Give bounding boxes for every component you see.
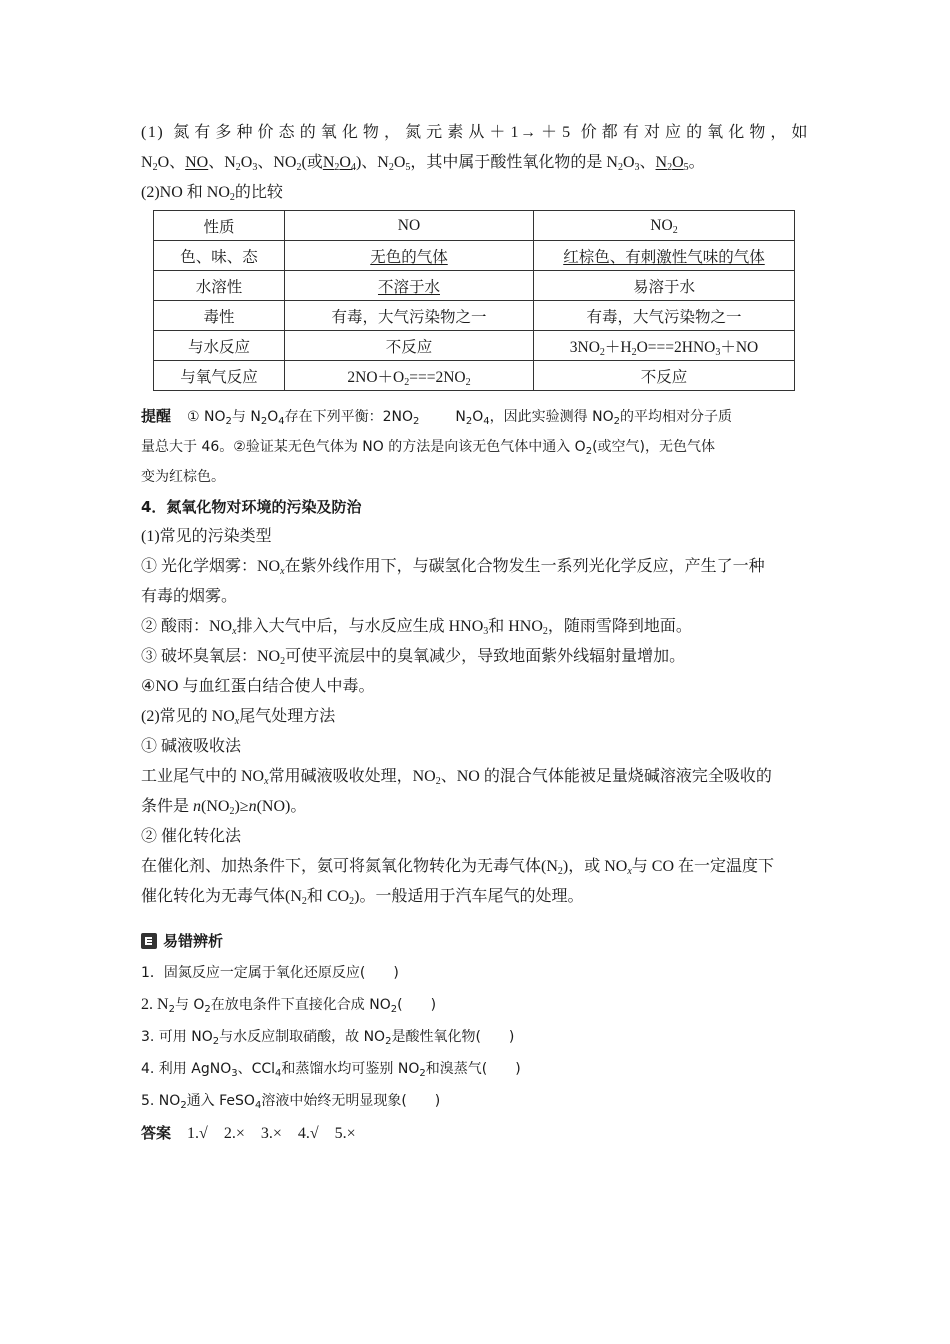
quiz-item: 3. 可用 $NO_2$与水反应制取硝酸，故 $NO_2$是酸性氧化物( ): [141, 1029, 515, 1047]
table-cell: 色、味、态: [154, 241, 285, 271]
method-1-condition: 条件是 $n(NO_2)\ge n(NO)$。: [141, 798, 307, 817]
answer-n2o4: $N_2O_4$: [322, 154, 356, 173]
answer-n2o5: $N_2O_5$: [655, 154, 689, 173]
list-item: ④NO 与血红蛋白结合使人中毒。: [141, 678, 375, 695]
paragraph-1-line-1: (1) 氮有多种价态的氧化物，氮元素从＋1→＋5 价都有对应的氧化物，如: [141, 124, 809, 141]
table-row: [154, 331, 795, 361]
table-cell: $3NO_2+H_2O===2HNO_3+NO$: [534, 331, 795, 361]
table-cell: 有毒，大气污染物之一: [285, 301, 534, 331]
table-row: [154, 241, 795, 271]
answer-label: 答案: [141, 1124, 172, 1142]
quiz-item: 1．固氮反应一定属于氧化还原反应( ): [141, 965, 399, 981]
tip-block: 提醒 ① $NO_2$与 $N_2O_4$存在下列平衡：$2NO_2$ $N_2O_4$，因此实验测得 $NO_2$的平均相对分子质 量总大于 46。②验证某无色气体为 NO 的方法是向该无色气体中通入 $O_2$(或空气)，无色气体 变为红棕色。: [141, 407, 732, 485]
answer-text: 1.√ 2.× 3.× 4.√ 5.×: [187, 1125, 356, 1142]
section-4-title: 4．氮氧化物对环境的污染及防治: [141, 498, 362, 516]
list-item: ② 酸雨：$NO_x$排入大气中后，与水反应生成 $HNO_3$和 $HNO_2$，随雨雪降到地面。: [141, 618, 692, 637]
quiz-item: 2. $N_2$与 $O_2$在放电条件下直接化合成 $NO_2$( ): [141, 996, 437, 1015]
table-row: [154, 211, 795, 241]
table-cell: 水溶性: [154, 271, 285, 301]
list-item: ① 光化学烟雾：$NO_x$在紫外线作用下，与碳氢化合物发生一系列光化学反应，产生了一种: [141, 558, 765, 577]
table-cell: 不溶于水: [285, 271, 534, 301]
table-cell: 与氧气反应: [154, 361, 285, 391]
answer-line: [141, 1118, 809, 1149]
method-1-title: ① 碱液吸收法: [141, 738, 242, 755]
table-header-no: NO: [285, 211, 534, 241]
table-cell: 无色的气体: [285, 241, 534, 271]
table-cell: 红棕色、有刺激性气味的气体: [534, 241, 795, 271]
list-item: ③ 破坏臭氧层：$NO_2$可使平流层中的臭氧减少，导致地面紫外线辐射量增加。: [141, 648, 686, 667]
paragraph-1-line-2: $N_2O$、NO、$N_2O_3$、$NO_2$(或$N_2O_4$)、$N_2O_5$，其中属于酸性氧化物的是 $N_2O_3$、$N_2O_5$。: [141, 154, 705, 173]
method-2-title: ② 催化转化法: [141, 828, 242, 845]
section-badge-icon: [141, 933, 157, 949]
list-item-cont: 有毒的烟雾。: [141, 588, 238, 605]
quiz-item: 5. $NO_2$通入 FeSO$_4$溶液中始终无明显现象( ): [141, 1093, 441, 1111]
section-4-sub-1: (1)常见的污染类型: [141, 528, 272, 545]
table-cell: $2NO+O_2===2NO_2$: [285, 361, 534, 391]
table-row: [154, 301, 795, 331]
table-row: [154, 271, 795, 301]
table-cell: 与水反应: [154, 331, 285, 361]
table-cell: 易溶于水: [534, 271, 795, 301]
table-header-property: 性质: [154, 211, 285, 241]
table-header-no2: $NO_2$: [534, 211, 795, 241]
table-cell: 不反应: [534, 361, 795, 391]
table-cell: 有毒，大气污染物之一: [534, 301, 795, 331]
table-cell: 不反应: [285, 331, 534, 361]
table-cell: 毒性: [154, 301, 285, 331]
method-1-text: 工业尾气中的 $NO_x$常用碱液吸收处理，$NO_2$、NO 的混合气体能被足量烧碱溶液完全吸收的: [141, 768, 772, 787]
page-content: [141, 118, 809, 1149]
tip-label: 提醒: [141, 407, 172, 425]
method-2-text: 在催化剂、加热条件下，氨可将氮氧化物转化为无毒气体$(N_2)$，或 $NO_x$与 CO 在一定温度下: [141, 858, 775, 877]
section-4-sub-2: (2)常见的 $NO_x$尾气处理方法: [141, 708, 336, 727]
comparison-table: [153, 210, 795, 391]
method-2-text-cont: 催化转化为无毒气体($N_2$和 $CO_2$)。一般适用于汽车尾气的处理。: [141, 888, 584, 907]
paragraph-2-heading: (2)NO 和 $NO_2$的比较: [141, 184, 283, 203]
table-row: [154, 361, 795, 391]
answer-no: NO: [185, 154, 209, 171]
quiz-item: 4. 利用 AgNO$_3$、CCl$_4$和蒸馏水均可鉴别 $NO_2$和溴蒸气( ): [141, 1061, 521, 1079]
quiz-heading: 易错辨析: [141, 926, 809, 956]
